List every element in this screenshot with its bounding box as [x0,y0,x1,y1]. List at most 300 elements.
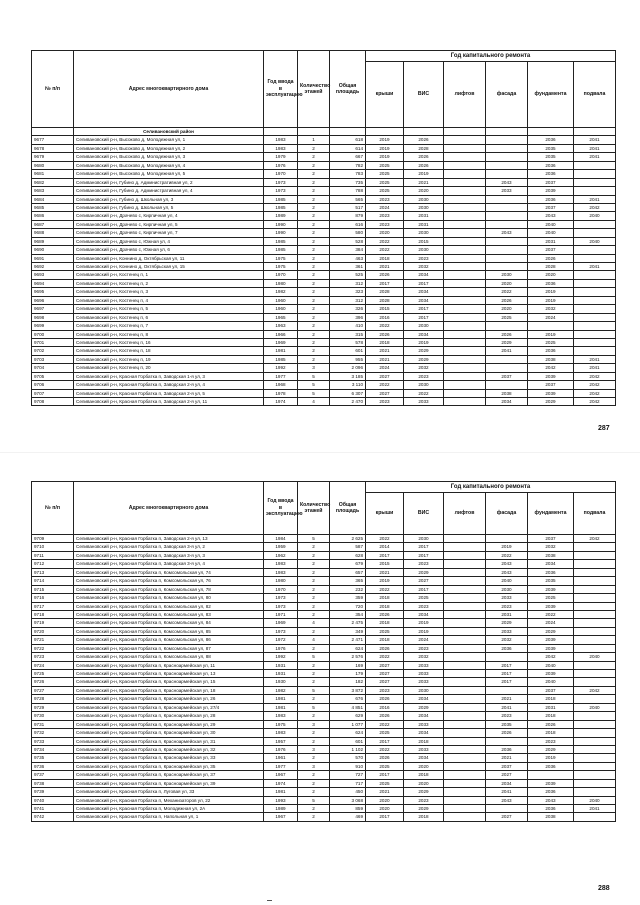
cell-roof: 2022 [366,246,404,254]
table-row [32,602,616,610]
cell-vis: 2022 [404,389,444,397]
cell-address: Селивановский р-н, Костенец п, 6 [74,313,264,321]
cell-roof: 2019 [366,153,404,161]
cell-basement [574,610,616,618]
cell-num: 9733 [32,737,74,745]
cell-basement [574,670,616,678]
housing-repair-table [31,481,616,822]
cell-area: 323 [330,288,366,296]
cell-address: Селивановский р-н, Красная Горбатка п, Заводская 2-я ул, 13 [74,535,264,543]
cell-foundation: 2036 [528,788,574,796]
cell-num: 9734 [32,745,74,753]
header-facade: фасада [486,493,528,535]
cell-facade [486,263,528,271]
cell-year: 1985 [264,237,298,245]
cell-address: Селивановский р-н, Драчево с, Кирпичная ул, 4 [74,212,264,220]
cell-basement: 2042 [574,203,616,211]
cell-foundation: 2031 [528,237,574,245]
cell-lift [444,153,486,161]
cell-address: Селивановский р-н, Красная Горбатка п, Заводская 1-я ул, 3 [74,372,264,380]
cell-floors: 2 [298,220,330,228]
cell-basement: 2042 [574,381,616,389]
cell-year: 1992 [264,653,298,661]
header-year: Год ввода в эксплуатацию [264,482,298,535]
cell-facade: 2043 [486,560,528,568]
cell-basement: 2040 [574,703,616,711]
cell-foundation: 2029 [528,627,574,635]
cell-year: 1983 [264,712,298,720]
cell-floors: 2 [298,754,330,762]
cell-roof: 2022 [366,237,404,245]
cell-vis: 2027 [404,577,444,585]
cell-num: 9713 [32,568,74,576]
cell-num: 9698 [32,313,74,321]
cell-num: 9679 [32,153,74,161]
cell-floors: 2 [298,271,330,279]
cell-address: Селивановский р-н, Красная Горбатка п, Красноармейская ул, 18 [74,686,264,694]
cell-num: 9690 [32,246,74,254]
cell-num: 9742 [32,813,74,821]
cell-year: 1972 [264,636,298,644]
cell-roof: 2026 [366,754,404,762]
table-row [32,661,616,669]
cell-num: 9680 [32,161,74,169]
cell-foundation: 2037 [528,246,574,254]
cell-area: 2 625 [330,535,366,543]
cell-facade [486,170,528,178]
header-basement: подвала [574,62,616,128]
cell-floors: 3 [298,720,330,728]
cell-year: 1976 [264,161,298,169]
cell-floors: 5 [298,653,330,661]
cell-area: 578 [330,338,366,346]
cell-lift [444,594,486,602]
header-address: Адрес многоквартирного дома [74,482,264,535]
cell-basement [574,745,616,753]
cell-vis: 2026 [404,136,444,144]
cell-lift [444,779,486,787]
cell-foundation: 2039 [528,372,574,380]
cell-roof: 2023 [366,212,404,220]
cell-basement: 2041 [574,153,616,161]
cell-basement [574,636,616,644]
cell-floors: 2 [298,805,330,813]
cell-foundation: 2035 [528,577,574,585]
header-facade: фасада [486,62,528,128]
table-row [32,203,616,211]
cell-facade: 2035 [486,720,528,728]
cell-area: 354 [330,610,366,618]
cell-roof: 2018 [366,254,404,262]
cell-roof: 2017 [366,813,404,821]
cell-year: 1963 [264,322,298,330]
cell-year: 1931 [264,661,298,669]
cell-vis: 2023 [404,372,444,380]
cell-address: Селивановский р-н, Костенец п, 1 [74,271,264,279]
cell-area: 2 475 [330,619,366,627]
cell-area: 469 [330,813,366,821]
table-row [32,161,616,169]
cell-vis: 2030 [404,686,444,694]
cell-roof: 2015 [366,560,404,568]
cell-address: Селивановский р-н, Высоково д, Молодежная ул, 5 [74,170,264,178]
header-foundation: фундамента [528,493,574,535]
table-row [32,754,616,762]
cell-area: 616 [330,220,366,228]
cell-lift [444,229,486,237]
cell-floors: 2 [298,338,330,346]
table-row [32,788,616,796]
cell-basement: 2040 [574,796,616,804]
table-row [32,187,616,195]
cell-year: 1970 [264,170,298,178]
cell-area: 463 [330,254,366,262]
cell-floors: 2 [298,212,330,220]
cell-area: 657 [330,568,366,576]
document-page-287 [0,0,640,452]
cell-lift [444,381,486,389]
cell-basement [574,305,616,313]
cell-num: 9721 [32,636,74,644]
cell-basement [574,585,616,593]
cell-basement [574,330,616,338]
cell-vis: 2020 [404,779,444,787]
cell-facade [486,220,528,228]
cell-basement [574,712,616,720]
cell-vis: 2034 [404,288,444,296]
cell-vis: 2033 [404,398,444,406]
cell-year: 1965 [264,313,298,321]
cell-facade [486,144,528,152]
cell-area: 2 471 [330,636,366,644]
cell-basement: 2040 [574,237,616,245]
table-row [32,322,616,330]
cell-address: Селивановский р-н, Красная Горбатка п, Комсомольская ул, 76 [74,577,264,585]
cell-lift [444,585,486,593]
cell-area: 1 077 [330,720,366,728]
cell-floors: 2 [298,187,330,195]
cell-lift [444,543,486,551]
cell-facade [486,203,528,211]
table-row [32,144,616,152]
cell-num: 9716 [32,594,74,602]
cell-facade [486,195,528,203]
header-num: № п/п [32,51,74,128]
cell-area: 601 [330,737,366,745]
cell-vis: 2020 [404,762,444,770]
cell-area: 587 [330,543,366,551]
cell-roof: 2022 [366,745,404,753]
cell-year: 1973 [264,627,298,635]
table-row [32,136,616,144]
cell-year: 1977 [264,372,298,380]
cell-num: 9732 [32,729,74,737]
cell-floors: 2 [298,296,330,304]
cell-year: 1961 [264,754,298,762]
district-row [32,128,616,136]
cell-floors: 2 [298,288,330,296]
cell-basement [574,577,616,585]
cell-facade: 2041 [486,347,528,355]
cell-roof: 2025 [366,762,404,770]
page-number: 287 [598,425,610,432]
cell-num: 9678 [32,144,74,152]
cell-roof: 2025 [366,729,404,737]
district-name: Селивановский район [74,128,264,136]
cell-num: 9730 [32,712,74,720]
cell-roof: 2027 [366,389,404,397]
cell-vis: 2033 [404,678,444,686]
table-row [32,229,616,237]
cell-vis: 2018 [404,771,444,779]
cell-floors: 2 [298,305,330,313]
cell-address: Селивановский р-н, Красная Горбатка п, Комсомольская ул, 83 [74,610,264,618]
cell-address: Селивановский р-н, Высоково д, Молодежная ул, 1 [74,136,264,144]
cell-basement [574,347,616,355]
header-repair-group: Год капитального ремонта [366,482,616,493]
cell-vis: 2023 [404,254,444,262]
table-row [32,670,616,678]
cell-roof: 2020 [366,229,404,237]
cell-address: Селивановский р-н, Красная Горбатка п, Молодежная ул, 2А [74,805,264,813]
table-row [32,170,616,178]
cell-foundation: 2039 [528,779,574,787]
cell-floors: 2 [298,347,330,355]
table-row [32,543,616,551]
cell-lift [444,296,486,304]
cell-year: 1985 [264,195,298,203]
cell-basement [574,296,616,304]
cell-foundation: 2024 [528,619,574,627]
cell-address: Селивановский р-н, Красная Горбатка п, Комсомольская ул, 80 [74,594,264,602]
cell-address: Селивановский р-н, Красная Горбатка п, Заводская 3-я ул, 2 [74,543,264,551]
cell-floors: 2 [298,178,330,186]
housing-repair-table [31,50,616,406]
cell-address: Селивановский р-н, Красная Горбатка п, Красноармейская ул, 29 [74,720,264,728]
cell-roof: 2025 [366,178,404,186]
cell-lift [444,644,486,652]
cell-address: Селивановский р-н, Красная Горбатка п, Красноармейская ул, 27/4 [74,703,264,711]
cell-address: Селивановский р-н, Красная Горбатка п, Комсомольская ул, 82 [74,602,264,610]
cell-foundation: 2040 [528,678,574,686]
cell-foundation: 2031 [528,703,574,711]
cell-roof: 2027 [366,661,404,669]
header-roof: крыши [366,493,404,535]
table-row [32,762,616,770]
cell-year: 1973 [264,602,298,610]
cell-area: 629 [330,712,366,720]
cell-basement [574,594,616,602]
cell-foundation: 2023 [528,737,574,745]
table-row [32,779,616,787]
cell-basement: 2041 [574,805,616,813]
cell-address: Селивановский р-н, Красная Горбатка п, Комсомольская ул, 85 [74,627,264,635]
cell-area: 601 [330,347,366,355]
cell-lift [444,745,486,753]
cell-address: Селивановский р-н, Драчево с, Кирпичная ул, 7 [74,229,264,237]
cell-facade: 2040 [486,577,528,585]
cell-floors: 5 [298,372,330,380]
header-year: Год ввода в эксплуатацию [264,51,298,128]
cell-area: 676 [330,695,366,703]
cell-vis: 2034 [404,729,444,737]
cell-year: 1982 [264,288,298,296]
cell-lift [444,246,486,254]
cell-lift [444,788,486,796]
cell-area: 717 [330,779,366,787]
cell-floors: 2 [298,170,330,178]
cell-year: 1967 [264,813,298,821]
cell-foundation: 2040 [528,229,574,237]
cell-floors: 2 [298,788,330,796]
cell-lift [444,627,486,635]
cell-vis: 2029 [404,568,444,576]
cell-basement [574,322,616,330]
cell-num: 9728 [32,695,74,703]
cell-vis: 2018 [404,737,444,745]
table-row [32,560,616,568]
cell-floors: 2 [298,670,330,678]
header-lift: лифтов [444,62,486,128]
cell-year: 1975 [264,254,298,262]
cell-address: Селивановский р-н, Красная Горбатка п, Комсомольская ул, 87 [74,644,264,652]
cell-floors: 2 [298,543,330,551]
header-num: № п/п [32,482,74,535]
cell-lift [444,796,486,804]
cell-lift [444,610,486,618]
cell-floors: 2 [298,229,330,237]
cell-roof: 2025 [366,161,404,169]
cell-basement [574,779,616,787]
cell-foundation: 2026 [528,720,574,728]
cell-num: 9731 [32,720,74,728]
table-row [32,288,616,296]
cell-num: 9677 [32,136,74,144]
cell-year: 1983 [264,560,298,568]
cell-num: 9683 [32,187,74,195]
cell-facade: 2036 [486,745,528,753]
cell-vis: 2030 [404,322,444,330]
cell-num: 9715 [32,585,74,593]
cell-address: Селивановский р-н, Красная Горбатка п, Красноармейская ул, 32 [74,745,264,753]
cell-basement: 2040 [574,653,616,661]
cell-year: 1969 [264,619,298,627]
cell-basement [574,288,616,296]
table-row [32,398,616,406]
cell-foundation: 2042 [528,653,574,661]
cell-year: 1992 [264,364,298,372]
cell-num: 9725 [32,670,74,678]
cell-foundation: 2036 [528,347,574,355]
table-row [32,627,616,635]
cell-address: Селивановский р-н, Костенец п, 20 [74,364,264,372]
cell-address: Селивановский р-н, Красная Горбатка п, Красноармейская ул, 31 [74,737,264,745]
cell-vis: 2034 [404,695,444,703]
cell-year: 1989 [264,212,298,220]
cell-address: Селивановский р-н, Костенец п, 19 [74,355,264,363]
cell-address: Селивановский р-н, Красная Горбатка п, Красноармейская ул, 37 [74,771,264,779]
cell-vis: 2034 [404,296,444,304]
cell-vis: 2033 [404,661,444,669]
cell-basement [574,313,616,321]
cell-floors: 5 [298,686,330,694]
header-roof: крыши [366,62,404,128]
cell-facade: 2025 [486,313,528,321]
cell-area: 450 [330,788,366,796]
cell-facade [486,136,528,144]
cell-lift [444,661,486,669]
cell-roof: 2026 [366,330,404,338]
cell-area: 179 [330,670,366,678]
table-row [32,364,616,372]
cell-num: 9740 [32,796,74,804]
cell-lift [444,678,486,686]
cell-vis: 2015 [404,237,444,245]
cell-num: 9703 [32,355,74,363]
cell-basement [574,220,616,228]
cell-facade: 2021 [486,695,528,703]
cell-lift [444,636,486,644]
cell-facade: 2027 [486,813,528,821]
cell-vis: 2017 [404,551,444,559]
cell-address: Селивановский р-н, Костенец п, 2 [74,279,264,287]
cell-year: 1985 [264,246,298,254]
cell-foundation: 2035 [528,153,574,161]
cell-foundation: 2025 [528,594,574,602]
cell-address: Селивановский р-н, Красная Горбатка п, Красноармейская ул, 13 [74,670,264,678]
table-row [32,712,616,720]
cell-area: 679 [330,560,366,568]
cell-floors: 2 [298,153,330,161]
cell-floors: 2 [298,263,330,271]
cell-facade: 2023 [486,712,528,720]
table-row [32,695,616,703]
cell-num: 9717 [32,602,74,610]
cell-foundation: 2039 [528,670,574,678]
cell-floors: 1 [298,136,330,144]
cell-year: 1967 [264,771,298,779]
table-row [32,805,616,813]
cell-address: Селивановский р-н, Костенец п, 3 [74,288,264,296]
cell-floors: 2 [298,729,330,737]
table-row [32,220,616,228]
cell-num: 9707 [32,389,74,397]
table-row [32,636,616,644]
cell-area: 879 [330,212,366,220]
cell-area: 232 [330,585,366,593]
cell-roof: 2018 [366,619,404,627]
cell-vis: 2029 [404,347,444,355]
cell-year: 1983 [264,729,298,737]
cell-area: 182 [330,678,366,686]
cell-floors: 5 [298,796,330,804]
cell-facade: 2020 [486,279,528,287]
cell-address: Селивановский р-н, Драчево с, Кирпичная ул, 5 [74,220,264,228]
cell-floors: 2 [298,695,330,703]
cell-roof: 2019 [366,136,404,144]
cell-vis: 2019 [404,338,444,346]
cell-vis: 2029 [404,788,444,796]
cell-roof: 2018 [366,602,404,610]
table-row [32,678,616,686]
cell-roof: 2027 [366,670,404,678]
cell-address: Селивановский р-н, Красная Горбатка п, Комсомольская ул, 74 [74,568,264,576]
cell-vis: 2017 [404,543,444,551]
cell-address: Селивановский р-н, Драчево с, Южная ул, 4 [74,237,264,245]
cell-roof: 2022 [366,381,404,389]
cell-facade: 2041 [486,703,528,711]
cell-foundation: 2039 [528,636,574,644]
